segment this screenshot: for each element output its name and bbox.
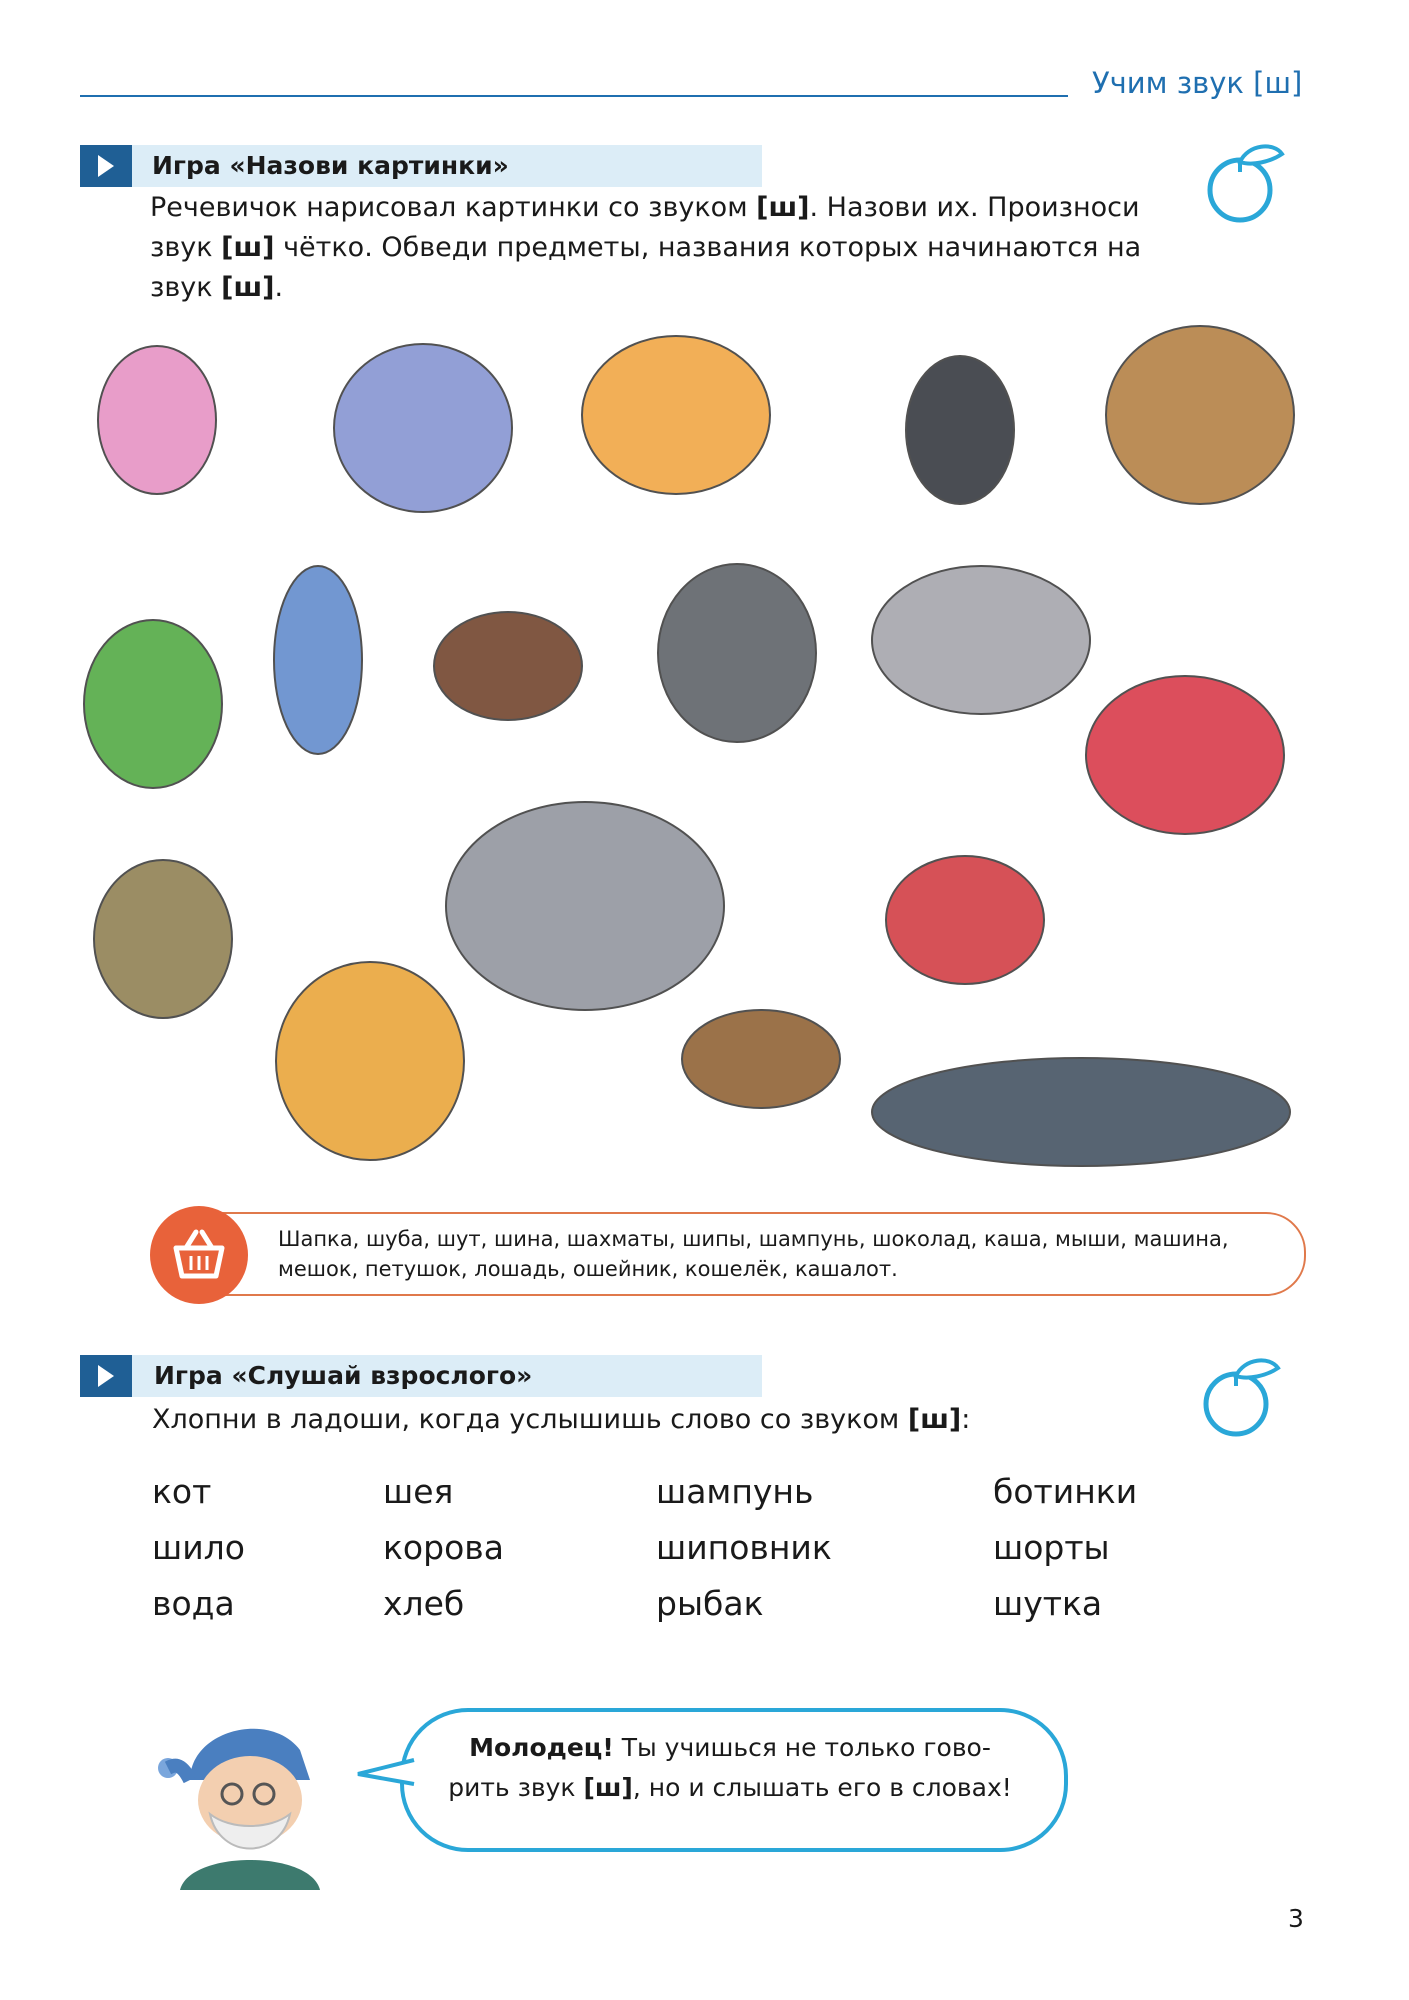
coat-icon — [328, 338, 518, 518]
bubble-text-1: Ты учишься не только гово-рить звук — [448, 1733, 991, 1802]
bubble-text — [440, 1728, 1020, 1808]
chess-icon — [1100, 320, 1300, 510]
sound-sh: [ш] — [221, 232, 275, 263]
mouse-icon — [866, 560, 1096, 720]
word: корова — [383, 1528, 504, 1567]
sound-sh: [ш] — [756, 192, 810, 223]
bubble-tail-icon — [356, 1752, 416, 1792]
word: шило — [152, 1528, 245, 1567]
game2-instructions — [152, 1400, 1152, 1440]
game1-text-3: чётко. Обведи предметы, названия которых начинаются на звук — [150, 232, 1142, 303]
bubble-praise: Молодец! — [469, 1733, 614, 1762]
basket-icon — [150, 1206, 248, 1304]
game1-text-1: Речевичок нарисовал картинки со звуком — [150, 192, 757, 223]
word: шампунь — [656, 1472, 814, 1511]
jester-icon — [576, 330, 776, 500]
game1-title: Игра «Назови картинки» — [152, 151, 509, 180]
apple-icon — [1196, 1352, 1284, 1440]
thorn-icon — [78, 614, 228, 794]
game2-text-1: Хлопни в ладоши, когда услышишь слово со звуком — [152, 1404, 908, 1435]
hat-icon — [92, 340, 222, 500]
word: шутка — [993, 1584, 1103, 1623]
word: вода — [152, 1584, 235, 1623]
apple-icon — [1200, 138, 1288, 226]
sack-icon — [88, 854, 238, 1024]
word: кот — [152, 1472, 212, 1511]
game1-instructions — [150, 188, 1170, 308]
word: шея — [383, 1472, 454, 1511]
word: хлеб — [383, 1584, 465, 1623]
page-number: 3 — [1288, 1904, 1304, 1933]
whale-icon — [866, 1052, 1296, 1172]
sound-sh: [ш] — [221, 272, 275, 303]
pot-icon — [652, 558, 822, 748]
bubble-text-2: , но и слышать его в словах! — [632, 1773, 1012, 1802]
collar-icon — [676, 1004, 846, 1114]
purse-icon — [880, 850, 1050, 990]
game2-title: Игра «Слушай взрослого» — [154, 1361, 533, 1390]
tire-icon — [900, 350, 1020, 510]
arrow-icon — [80, 145, 132, 187]
word-list-text: Шапка, шуба, шут, шина, шахматы, шипы, шампунь, шоколад, каша, мыши, машина, мешок, петушок, лошадь, ошейник, кошелёк, кашалот. — [278, 1227, 1229, 1281]
page-header-title: Учим звук [ш] — [1092, 66, 1303, 100]
word: рыбак — [656, 1584, 764, 1623]
chocolate-icon — [428, 606, 588, 726]
word: шорты — [993, 1528, 1110, 1567]
sound-sh: [ш] — [907, 1404, 962, 1435]
bottle-icon — [268, 560, 368, 760]
header-rule — [80, 95, 1068, 97]
horse-icon — [440, 796, 730, 1016]
rooster-icon — [270, 956, 470, 1166]
gnome-character-icon — [150, 1690, 350, 1890]
game1-text-4: . — [274, 272, 284, 303]
game1-text-2: . Назови их. Произноси звук — [150, 192, 1140, 263]
arrow-icon — [80, 1355, 132, 1397]
game2-text-2: : — [961, 1404, 971, 1435]
word: шиповник — [656, 1528, 832, 1567]
sound-sh: [ш] — [583, 1773, 633, 1802]
word: ботинки — [993, 1472, 1138, 1511]
car-icon — [1080, 670, 1290, 840]
